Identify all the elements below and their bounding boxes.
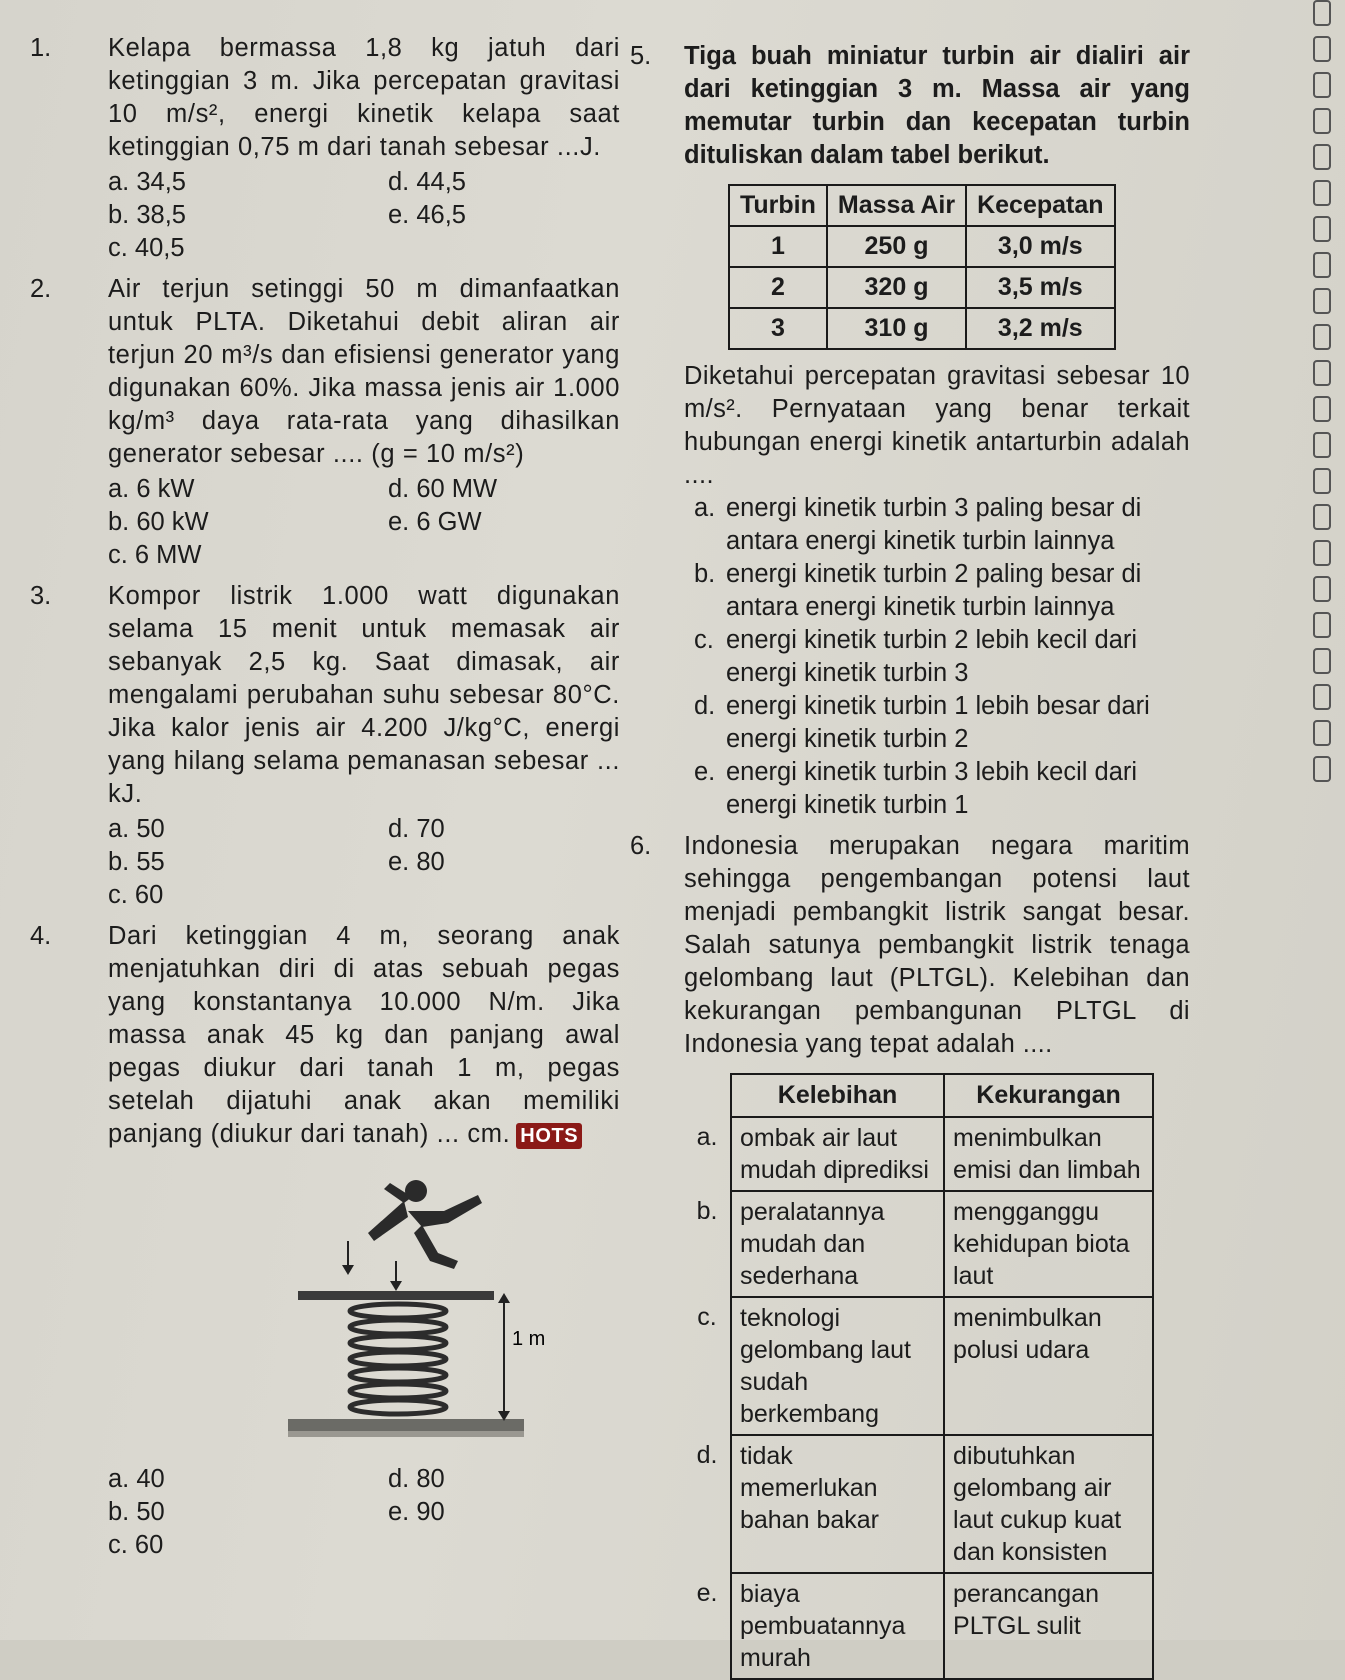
table-row: [684, 1117, 1153, 1191]
option-a: [684, 492, 1190, 558]
question-5: [630, 40, 1190, 822]
table-cell: 3,0 m/s: [966, 226, 1114, 267]
question-number: 1.: [30, 34, 52, 62]
binder-rings: [1311, 0, 1333, 740]
option-b: b. 60 kW: [108, 508, 209, 536]
table-header-row: [684, 1074, 1153, 1117]
table-cell: 310 g: [827, 308, 966, 349]
falling-child-icon: [368, 1180, 482, 1269]
table-cell: ombak air laut mudah diprediksi: [731, 1117, 944, 1191]
table-row: [729, 308, 1115, 349]
question-number: 6.: [630, 832, 652, 860]
row-letter: a.: [684, 1117, 731, 1191]
table-cell: dibutuhkan gelombang air laut cukup kuat dan konsisten: [944, 1435, 1153, 1573]
table-cell: 2: [729, 267, 827, 308]
question-number: 5.: [630, 42, 652, 70]
row-letter: c.: [684, 1297, 731, 1435]
spring-figure: [208, 1161, 628, 1461]
option-d: d. 60 MW: [388, 475, 498, 503]
table-cell: mengganggu kehidupan biota laut: [944, 1191, 1153, 1297]
option-letter: a.: [694, 494, 716, 522]
option-letter: e.: [694, 758, 716, 786]
spring-length-label: 1 m: [512, 1328, 546, 1350]
option-letter: b.: [694, 560, 716, 588]
right-column: [630, 40, 1190, 1680]
option-list: [108, 1463, 620, 1562]
option-c: c. 40,5: [108, 234, 185, 262]
option-list: [108, 813, 620, 912]
option-b: b. 50: [108, 1498, 165, 1526]
option-letter: d.: [694, 692, 716, 720]
question-text: Air terjun setinggi 50 m dimanfaatkan untuk PLTA. Diketahui debit aliran air terjun 20 m³/s dan efisiensi generator yang digunakan 60%. Jika massa jenis air 1.000 kg/m³ daya rata-rata yang dihasilkan generator sebesar .... (g = 10 m/s²): [108, 275, 620, 468]
question-4: [30, 920, 620, 1562]
question-text: [108, 920, 620, 1151]
row-letter: b.: [684, 1191, 731, 1297]
table-header: Massa Air: [827, 185, 966, 226]
table-cell: perancangan PLTGL sulit: [944, 1573, 1153, 1679]
question-text-body: Dari ketinggian 4 m, seorang anak menjatuhkan diri di atas sebuah pegas yang konstantanya 10.000 N/m. Jika massa anak 45 kg dan panjang awal pegas diukur dari tanah 1 m, pegas setelah dijatuhi anak akan memiliki panjang (diukur dari tanah) ... cm.: [108, 922, 620, 1148]
option-d: d. 44,5: [388, 168, 466, 196]
table-row: [684, 1435, 1153, 1573]
table-cell: menimbulkan emisi dan limbah: [944, 1117, 1153, 1191]
option-list: [108, 473, 620, 572]
option-c: c. 60: [108, 881, 164, 909]
row-letter: e.: [684, 1573, 731, 1679]
table-header: Kekurangan: [944, 1074, 1153, 1117]
option-text: energi kinetik turbin 1 lebih besar dari energi kinetik turbin 2: [726, 692, 1150, 753]
question-text: Kelapa bermassa 1,8 kg jatuh dari ketinggian 3 m. Jika percepatan gravitasi 10 m/s², energi kinetik kelapa saat ketinggian 0,75 m dari tanah sebesar ...J.: [108, 34, 620, 161]
option-e: [684, 756, 1190, 822]
row-letter: d.: [684, 1435, 731, 1573]
option-c: [684, 624, 1190, 690]
question-text: Tiga buah miniatur turbin air dialiri air dari ketinggian 3 m. Massa air yang memutar turbin dan kecepatan turbin dituliskan dalam tabel berikut.: [684, 42, 1190, 169]
option-c: c. 60: [108, 1531, 164, 1559]
option-e: e. 80: [388, 848, 445, 876]
question-text-continued: Diketahui percepatan gravitasi sebesar 10 m/s². Pernyataan yang benar terkait hubungan energi kinetik antarturbin adalah ....: [684, 362, 1190, 489]
table-row: [729, 267, 1115, 308]
table-cell: 3: [729, 308, 827, 349]
option-a: a. 34,5: [108, 168, 186, 196]
question-number: 2.: [30, 275, 52, 303]
question-number: 4.: [30, 922, 52, 950]
table-row: [684, 1573, 1153, 1679]
option-c: c. 6 MW: [108, 541, 202, 569]
option-a: a. 40: [108, 1465, 165, 1493]
option-b: [684, 558, 1190, 624]
question-text: Indonesia merupakan negara maritim sehingga pengembangan potensi laut menjadi pembangkit listrik sangat besar. Salah satunya pembangkit listrik tenaga gelombang laut (PLTGL). Kelebihan dan kekurangan pembangunan PLTGL di Indonesia yang tepat adalah ....: [684, 832, 1190, 1058]
table-row: [729, 226, 1115, 267]
hots-badge: HOTS: [516, 1123, 582, 1149]
table-row: [684, 1191, 1153, 1297]
left-column: [30, 32, 620, 1570]
option-a: a. 6 kW: [108, 475, 195, 503]
question-text: Kompor listrik 1.000 watt digunakan selama 15 menit untuk memasak air sebanyak 2,5 kg. Saat dimasak, air mengalami perubahan suhu sebesar 80°C. Jika kalor jenis air 4.200 J/kg°C, energi yang hilang selama pemanasan sebesar ... kJ.: [108, 582, 620, 808]
table-cell: 3,5 m/s: [966, 267, 1114, 308]
table-header-row: [729, 185, 1115, 226]
question-2: [30, 273, 620, 572]
table-cell: 250 g: [827, 226, 966, 267]
pltgl-table: [684, 1073, 1154, 1680]
table-cell: tidak memerlukan bahan bakar: [731, 1435, 944, 1573]
question-1: [30, 32, 620, 265]
table-cell: 1: [729, 226, 827, 267]
table-header: Kecepatan: [966, 185, 1114, 226]
question-number: 3.: [30, 582, 52, 610]
option-b: b. 55: [108, 848, 165, 876]
option-d: d. 70: [388, 815, 445, 843]
option-text: energi kinetik turbin 3 paling besar di antara energi kinetik turbin lainnya: [726, 494, 1142, 555]
table-cell: menimbulkan polusi udara: [944, 1297, 1153, 1435]
option-text: energi kinetik turbin 3 lebih kecil dari energi kinetik turbin 1: [726, 758, 1138, 819]
table-cell: biaya pembuatannya murah: [731, 1573, 944, 1679]
option-text: energi kinetik turbin 2 lebih kecil dari energi kinetik turbin 3: [726, 626, 1138, 687]
table-row: [684, 1297, 1153, 1435]
option-a: a. 50: [108, 815, 165, 843]
table-cell: 320 g: [827, 267, 966, 308]
option-d: [684, 690, 1190, 756]
question-3: [30, 580, 620, 912]
spring-diagram: [208, 1161, 628, 1461]
table-cell: 3,2 m/s: [966, 308, 1114, 349]
option-list: [108, 166, 620, 265]
option-e: e. 6 GW: [388, 508, 482, 536]
option-e: e. 90: [388, 1498, 445, 1526]
question-6: [630, 830, 1190, 1061]
option-list: [684, 492, 1190, 822]
option-b: b. 38,5: [108, 201, 186, 229]
option-e: e. 46,5: [388, 201, 466, 229]
table-header: Kelebihan: [731, 1074, 944, 1117]
table-cell: peralatannya mudah dan sederhana: [731, 1191, 944, 1297]
option-d: d. 80: [388, 1465, 445, 1493]
table-cell: teknologi gelombang laut sudah berkembang: [731, 1297, 944, 1435]
table-header: Turbin: [729, 185, 827, 226]
option-text: energi kinetik turbin 2 paling besar di antara energi kinetik turbin lainnya: [726, 560, 1142, 621]
turbine-table: [728, 184, 1116, 350]
option-letter: c.: [694, 626, 714, 654]
